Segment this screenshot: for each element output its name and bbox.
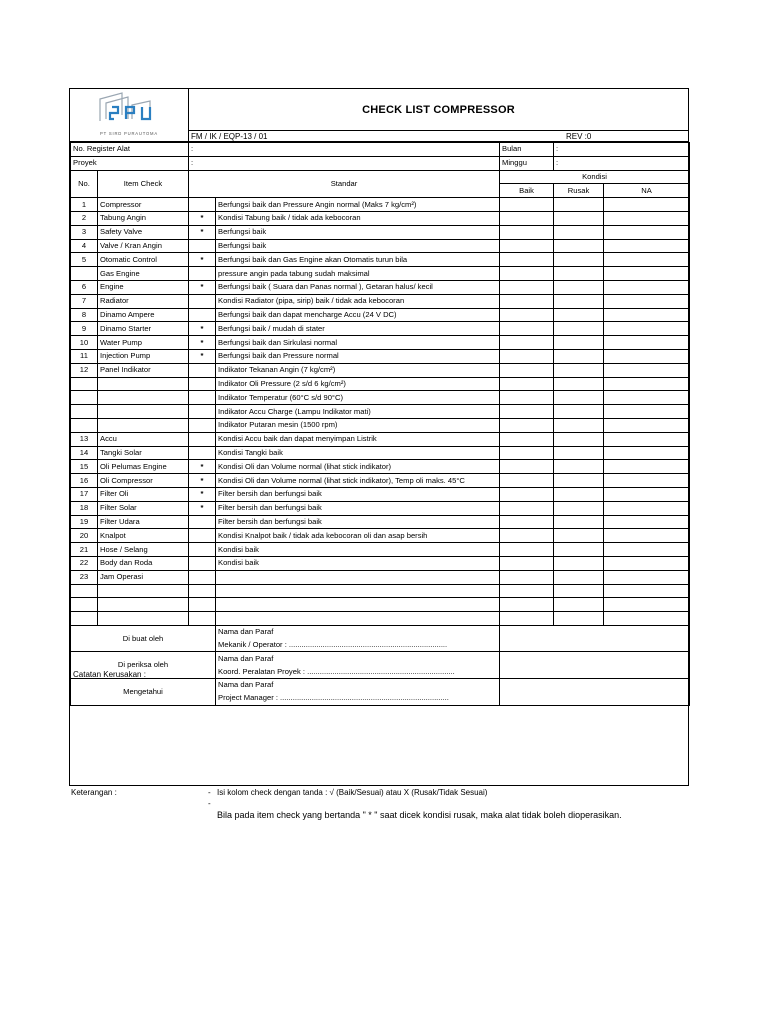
row-item: Panel Indikator bbox=[98, 363, 189, 377]
row-standar: Berfungsi baik bbox=[216, 239, 500, 253]
check-rusak[interactable] bbox=[554, 322, 604, 336]
check-baik[interactable] bbox=[500, 349, 554, 363]
check-baik[interactable] bbox=[500, 543, 554, 557]
row-no bbox=[71, 584, 98, 598]
check-na[interactable] bbox=[604, 336, 690, 350]
check-na[interactable] bbox=[604, 253, 690, 267]
check-rusak[interactable] bbox=[554, 432, 604, 446]
check-na[interactable] bbox=[604, 446, 690, 460]
row-standar: Berfungsi baik dan Gas Engine akan Otomatis turun bila bbox=[216, 253, 500, 267]
row-no: 6 bbox=[71, 280, 98, 294]
col-na: NA bbox=[604, 184, 690, 198]
table-row bbox=[71, 570, 690, 584]
keterangan-label: Keterangan : bbox=[71, 788, 117, 797]
row-standar: Indikator Putaran mesin (1500 rpm) bbox=[216, 418, 500, 432]
table-row bbox=[71, 239, 690, 253]
table-row bbox=[71, 225, 690, 239]
column-header-row bbox=[71, 170, 690, 184]
row-star: * bbox=[189, 487, 216, 501]
row-standar: pressure angin pada tabung sudah maksimal bbox=[216, 267, 500, 281]
check-na[interactable] bbox=[604, 543, 690, 557]
row-standar: Indikator Oli Pressure (2 s/d 6 kg/cm²) bbox=[216, 377, 500, 391]
row-standar: Indikator Temperatur (60°C s/d 90°C) bbox=[216, 391, 500, 405]
form-code: FM / IK / EQP-13 / 01 bbox=[191, 132, 268, 141]
proyek-row bbox=[71, 156, 690, 170]
row-item: Tabung Angin bbox=[98, 211, 189, 225]
row-no bbox=[71, 377, 98, 391]
check-baik[interactable] bbox=[500, 446, 554, 460]
row-no: 1 bbox=[71, 198, 98, 212]
check-baik[interactable] bbox=[500, 529, 554, 543]
row-item: Radiator bbox=[98, 294, 189, 308]
row-standar: Kondisi Tabung baik / tidak ada kebocoran bbox=[216, 211, 500, 225]
row-star bbox=[189, 267, 216, 281]
check-na[interactable] bbox=[604, 570, 690, 584]
row-standar: Berfungsi baik ( Suara dan Panas normal ), Getaran halus/ kecil bbox=[216, 280, 500, 294]
check-na[interactable] bbox=[604, 391, 690, 405]
row-standar: Berfungsi baik / mudah di stater bbox=[216, 322, 500, 336]
check-rusak[interactable] bbox=[554, 543, 604, 557]
row-no: 19 bbox=[71, 515, 98, 529]
row-no: 21 bbox=[71, 543, 98, 557]
check-na[interactable] bbox=[604, 280, 690, 294]
check-rusak[interactable] bbox=[554, 391, 604, 405]
check-baik[interactable] bbox=[500, 515, 554, 529]
row-no bbox=[71, 405, 98, 419]
check-rusak[interactable] bbox=[554, 211, 604, 225]
check-rusak[interactable] bbox=[554, 487, 604, 501]
company-logo-icon bbox=[70, 89, 189, 141]
row-item: Hose / Selang bbox=[98, 543, 189, 557]
row-item: Oli Pelumas Engine bbox=[98, 460, 189, 474]
row-item: Gas Engine bbox=[98, 267, 189, 281]
check-baik[interactable] bbox=[500, 391, 554, 405]
item-rows bbox=[71, 198, 690, 626]
check-baik[interactable] bbox=[500, 598, 554, 612]
check-rusak[interactable] bbox=[554, 267, 604, 281]
row-star: * bbox=[189, 322, 216, 336]
row-item: Engine bbox=[98, 280, 189, 294]
signature-box[interactable] bbox=[500, 625, 690, 652]
row-no bbox=[71, 598, 98, 612]
row-item: Knalpot bbox=[98, 529, 189, 543]
row-standar: Filter bersih dan berfungsi baik bbox=[216, 501, 500, 515]
row-star bbox=[189, 198, 216, 212]
row-no bbox=[71, 391, 98, 405]
row-standar: Kondisi Oli dan Volume normal (lihat stick indikator) bbox=[216, 460, 500, 474]
check-baik[interactable] bbox=[500, 432, 554, 446]
check-rusak[interactable] bbox=[554, 474, 604, 488]
table-row bbox=[71, 584, 690, 598]
notes-label: Catatan Kerusakan : bbox=[73, 670, 146, 679]
row-standar: Kondisi baik bbox=[216, 556, 500, 570]
row-standar: Berfungsi baik dan Pressure Angin normal (Maks 7 kg/cm²) bbox=[216, 198, 500, 212]
check-na[interactable] bbox=[604, 377, 690, 391]
check-rusak[interactable] bbox=[554, 280, 604, 294]
check-baik[interactable] bbox=[500, 460, 554, 474]
table-row bbox=[71, 474, 690, 488]
table-row bbox=[71, 308, 690, 322]
table-row bbox=[71, 460, 690, 474]
check-baik[interactable] bbox=[500, 474, 554, 488]
table-row bbox=[71, 198, 690, 212]
table-row bbox=[71, 363, 690, 377]
row-star: * bbox=[189, 501, 216, 515]
check-rusak[interactable] bbox=[554, 556, 604, 570]
check-na[interactable] bbox=[604, 363, 690, 377]
signature-line-1: Nama dan Paraf bbox=[216, 679, 500, 692]
row-star bbox=[189, 556, 216, 570]
check-rusak[interactable] bbox=[554, 363, 604, 377]
check-rusak[interactable] bbox=[554, 598, 604, 612]
col-item: Item Check bbox=[98, 170, 189, 198]
check-na[interactable] bbox=[604, 584, 690, 598]
footer-dash-1: - bbox=[208, 788, 211, 797]
row-star bbox=[189, 529, 216, 543]
bulan-colon: : bbox=[554, 143, 690, 157]
checklist-form bbox=[69, 88, 689, 786]
check-na[interactable] bbox=[604, 308, 690, 322]
table-row bbox=[71, 391, 690, 405]
row-star: * bbox=[189, 280, 216, 294]
check-baik[interactable] bbox=[500, 570, 554, 584]
check-rusak[interactable] bbox=[554, 198, 604, 212]
table-row bbox=[71, 529, 690, 543]
row-no: 17 bbox=[71, 487, 98, 501]
row-star: * bbox=[189, 336, 216, 350]
check-baik[interactable] bbox=[500, 239, 554, 253]
row-standar: Berfungsi baik bbox=[216, 225, 500, 239]
row-standar: Kondisi Tangki baik bbox=[216, 446, 500, 460]
check-na[interactable] bbox=[604, 294, 690, 308]
row-item: Injection Pump bbox=[98, 349, 189, 363]
check-baik[interactable] bbox=[500, 336, 554, 350]
row-no: 2 bbox=[71, 211, 98, 225]
form-code-row bbox=[189, 131, 688, 142]
check-baik[interactable] bbox=[500, 501, 554, 515]
check-baik[interactable] bbox=[500, 225, 554, 239]
row-standar: Indikator Accu Charge (Lampu Indikator mati) bbox=[216, 405, 500, 419]
register-colon: : bbox=[189, 143, 500, 157]
row-star bbox=[189, 570, 216, 584]
check-rusak[interactable] bbox=[554, 239, 604, 253]
proyek-colon: : bbox=[189, 156, 500, 170]
table-row bbox=[71, 418, 690, 432]
col-standar: Standar bbox=[189, 170, 500, 198]
check-rusak[interactable] bbox=[554, 405, 604, 419]
check-baik[interactable] bbox=[500, 612, 554, 626]
row-standar bbox=[216, 612, 500, 626]
table-row bbox=[71, 405, 690, 419]
check-rusak[interactable] bbox=[554, 515, 604, 529]
footer-line-2: Bila pada item check yang bertanda " * " saat dicek kondisi rusak, maka alat tidak boleh dioperasikan. bbox=[217, 810, 622, 820]
check-na[interactable] bbox=[604, 612, 690, 626]
check-baik[interactable] bbox=[500, 267, 554, 281]
row-star bbox=[189, 418, 216, 432]
check-rusak[interactable] bbox=[554, 294, 604, 308]
signature-row bbox=[71, 652, 690, 665]
table-row bbox=[71, 515, 690, 529]
logo-cell bbox=[70, 89, 189, 142]
row-no: 18 bbox=[71, 501, 98, 515]
check-rusak[interactable] bbox=[554, 612, 604, 626]
table-row bbox=[71, 556, 690, 570]
check-na[interactable] bbox=[604, 501, 690, 515]
check-rusak[interactable] bbox=[554, 225, 604, 239]
check-rusak[interactable] bbox=[554, 336, 604, 350]
check-rusak[interactable] bbox=[554, 308, 604, 322]
row-star bbox=[189, 391, 216, 405]
row-item: Otomatic Control bbox=[98, 253, 189, 267]
row-star: * bbox=[189, 474, 216, 488]
check-rusak[interactable] bbox=[554, 584, 604, 598]
row-standar: Berfungsi baik dan Pressure normal bbox=[216, 349, 500, 363]
row-no: 9 bbox=[71, 322, 98, 336]
footer-line-1: Isi kolom check dengan tanda : √ (Baik/Sesuai) atau X (Rusak/Tidak Sesuai) bbox=[217, 788, 488, 797]
row-no: 20 bbox=[71, 529, 98, 543]
row-star bbox=[189, 239, 216, 253]
col-rusak: Rusak bbox=[554, 184, 604, 198]
row-no: 12 bbox=[71, 363, 98, 377]
check-na[interactable] bbox=[604, 460, 690, 474]
proyek-label: Proyek bbox=[71, 156, 189, 170]
signature-row bbox=[71, 625, 690, 638]
check-baik[interactable] bbox=[500, 211, 554, 225]
check-na[interactable] bbox=[604, 225, 690, 239]
row-item bbox=[98, 612, 189, 626]
row-standar: Berfungsi baik dan dapat mencharge Accu (24 V DC) bbox=[216, 308, 500, 322]
check-na[interactable] bbox=[604, 432, 690, 446]
table-row bbox=[71, 432, 690, 446]
row-no bbox=[71, 418, 98, 432]
row-standar: Kondisi baik bbox=[216, 543, 500, 557]
check-baik[interactable] bbox=[500, 556, 554, 570]
row-item bbox=[98, 377, 189, 391]
check-na[interactable] bbox=[604, 529, 690, 543]
row-no: 4 bbox=[71, 239, 98, 253]
register-label: No. Register Alat bbox=[71, 143, 189, 157]
table-row bbox=[71, 446, 690, 460]
row-no: 22 bbox=[71, 556, 98, 570]
row-standar: Filter bersih dan berfungsi baik bbox=[216, 515, 500, 529]
row-item bbox=[98, 418, 189, 432]
check-na[interactable] bbox=[604, 211, 690, 225]
row-standar: Kondisi Knalpot baik / tidak ada kebocoran oli dan asap bersih bbox=[216, 529, 500, 543]
revision: REV :0 bbox=[566, 132, 592, 141]
row-standar: Filter bersih dan berfungsi baik bbox=[216, 487, 500, 501]
row-star bbox=[189, 405, 216, 419]
minggu-label: Minggu bbox=[500, 156, 554, 170]
table-row bbox=[71, 280, 690, 294]
row-star bbox=[189, 294, 216, 308]
row-item: Valve / Kran Angin bbox=[98, 239, 189, 253]
row-no: 14 bbox=[71, 446, 98, 460]
row-item bbox=[98, 391, 189, 405]
row-standar: Indikator Tekanan Angin (7 kg/cm²) bbox=[216, 363, 500, 377]
check-baik[interactable] bbox=[500, 294, 554, 308]
table-row bbox=[71, 543, 690, 557]
table-row bbox=[71, 336, 690, 350]
check-rusak[interactable] bbox=[554, 377, 604, 391]
row-star bbox=[189, 543, 216, 557]
check-baik[interactable] bbox=[500, 363, 554, 377]
row-item: Accu bbox=[98, 432, 189, 446]
check-baik[interactable] bbox=[500, 405, 554, 419]
row-standar: Kondisi Oli dan Volume normal (lihat stick indikator), Temp oli maks. 45°C bbox=[216, 474, 500, 488]
table-row bbox=[71, 267, 690, 281]
row-no: 3 bbox=[71, 225, 98, 239]
logo-subtitle: PT SIRD PURAUTOMA bbox=[100, 131, 158, 136]
row-star bbox=[189, 308, 216, 322]
row-item bbox=[98, 405, 189, 419]
footer-dash-2: - bbox=[208, 799, 211, 808]
row-no: 16 bbox=[71, 474, 98, 488]
signature-line-2[interactable]: Project Manager : ................................................................................ bbox=[216, 692, 500, 705]
check-baik[interactable] bbox=[500, 377, 554, 391]
col-baik: Baik bbox=[500, 184, 554, 198]
row-no: 11 bbox=[71, 349, 98, 363]
row-no: 15 bbox=[71, 460, 98, 474]
row-star bbox=[189, 515, 216, 529]
row-no: 23 bbox=[71, 570, 98, 584]
minggu-colon: : bbox=[554, 156, 690, 170]
check-na[interactable] bbox=[604, 556, 690, 570]
check-baik[interactable] bbox=[500, 418, 554, 432]
check-rusak[interactable] bbox=[554, 529, 604, 543]
check-na[interactable] bbox=[604, 418, 690, 432]
check-rusak[interactable] bbox=[554, 253, 604, 267]
check-na[interactable] bbox=[604, 239, 690, 253]
table-row bbox=[71, 501, 690, 515]
row-star: * bbox=[189, 225, 216, 239]
row-item bbox=[98, 584, 189, 598]
row-item: Dinamo Ampere bbox=[98, 308, 189, 322]
row-no: 13 bbox=[71, 432, 98, 446]
row-no bbox=[71, 267, 98, 281]
checklist-table bbox=[70, 142, 690, 706]
col-no: No. bbox=[71, 170, 98, 198]
row-star bbox=[189, 446, 216, 460]
check-baik[interactable] bbox=[500, 308, 554, 322]
row-star bbox=[189, 612, 216, 626]
check-baik[interactable] bbox=[500, 584, 554, 598]
table-row bbox=[71, 377, 690, 391]
row-star bbox=[189, 363, 216, 377]
table-row bbox=[71, 211, 690, 225]
row-no: 8 bbox=[71, 308, 98, 322]
row-star: * bbox=[189, 349, 216, 363]
check-baik[interactable] bbox=[500, 322, 554, 336]
check-baik[interactable] bbox=[500, 198, 554, 212]
row-standar: Berfungsi baik dan Sirkulasi normal bbox=[216, 336, 500, 350]
row-item: Water Pump bbox=[98, 336, 189, 350]
check-rusak[interactable] bbox=[554, 418, 604, 432]
check-rusak[interactable] bbox=[554, 570, 604, 584]
row-item: Compressor bbox=[98, 198, 189, 212]
row-item: Tangki Solar bbox=[98, 446, 189, 460]
check-rusak[interactable] bbox=[554, 349, 604, 363]
row-no: 10 bbox=[71, 336, 98, 350]
row-standar bbox=[216, 570, 500, 584]
row-standar bbox=[216, 598, 500, 612]
row-item: Filter Oli bbox=[98, 487, 189, 501]
row-item: Oli Compressor bbox=[98, 474, 189, 488]
table-row bbox=[71, 598, 690, 612]
row-item: Jam Operasi bbox=[98, 570, 189, 584]
row-item bbox=[98, 598, 189, 612]
signature-role: Mengetahui bbox=[71, 679, 216, 706]
check-na[interactable] bbox=[604, 598, 690, 612]
check-na[interactable] bbox=[604, 515, 690, 529]
row-standar: Kondisi Radiator (pipa, sirip) baik / tidak ada kebocoran bbox=[216, 294, 500, 308]
row-item: Safety Valve bbox=[98, 225, 189, 239]
check-na[interactable] bbox=[604, 349, 690, 363]
row-item: Filter Udara bbox=[98, 515, 189, 529]
row-star bbox=[189, 432, 216, 446]
signature-line-1: Nama dan Paraf bbox=[216, 625, 500, 638]
col-kondisi: Kondisi bbox=[500, 170, 690, 184]
signature-role: Di buat oleh bbox=[71, 625, 216, 652]
row-item: Dinamo Starter bbox=[98, 322, 189, 336]
row-no: 7 bbox=[71, 294, 98, 308]
signature-line-1: Nama dan Paraf bbox=[216, 652, 500, 665]
table-row bbox=[71, 294, 690, 308]
row-item: Filter Solar bbox=[98, 501, 189, 515]
check-na[interactable] bbox=[604, 474, 690, 488]
table-row bbox=[71, 349, 690, 363]
table-row bbox=[71, 253, 690, 267]
check-baik[interactable] bbox=[500, 280, 554, 294]
row-no: 5 bbox=[71, 253, 98, 267]
table-row bbox=[71, 487, 690, 501]
check-rusak[interactable] bbox=[554, 501, 604, 515]
signature-line-2[interactable]: Mekanik / Operator : ........................................................................... bbox=[216, 639, 500, 652]
page-title: CHECK LIST COMPRESSOR bbox=[189, 89, 688, 131]
row-item: Body dan Roda bbox=[98, 556, 189, 570]
row-star: * bbox=[189, 253, 216, 267]
check-na[interactable] bbox=[604, 198, 690, 212]
row-standar bbox=[216, 584, 500, 598]
signature-role: Di periksa oleh bbox=[71, 652, 216, 679]
check-na[interactable] bbox=[604, 405, 690, 419]
check-baik[interactable] bbox=[500, 487, 554, 501]
check-rusak[interactable] bbox=[554, 460, 604, 474]
check-baik[interactable] bbox=[500, 253, 554, 267]
register-row bbox=[71, 143, 690, 157]
bulan-label: Bulan bbox=[500, 143, 554, 157]
check-na[interactable] bbox=[604, 267, 690, 281]
damage-notes[interactable] bbox=[70, 667, 688, 785]
check-na[interactable] bbox=[604, 322, 690, 336]
table-row bbox=[71, 322, 690, 336]
row-star: * bbox=[189, 460, 216, 474]
signature-line-2[interactable]: Koord. Peralatan Proyek : ...................................................................... bbox=[216, 665, 500, 678]
row-star: * bbox=[189, 211, 216, 225]
row-star bbox=[189, 377, 216, 391]
row-star bbox=[189, 584, 216, 598]
row-no bbox=[71, 612, 98, 626]
check-na[interactable] bbox=[604, 487, 690, 501]
check-rusak[interactable] bbox=[554, 446, 604, 460]
row-standar: Kondisi Accu baik dan dapat menyimpan Listrik bbox=[216, 432, 500, 446]
table-row bbox=[71, 612, 690, 626]
row-star bbox=[189, 598, 216, 612]
